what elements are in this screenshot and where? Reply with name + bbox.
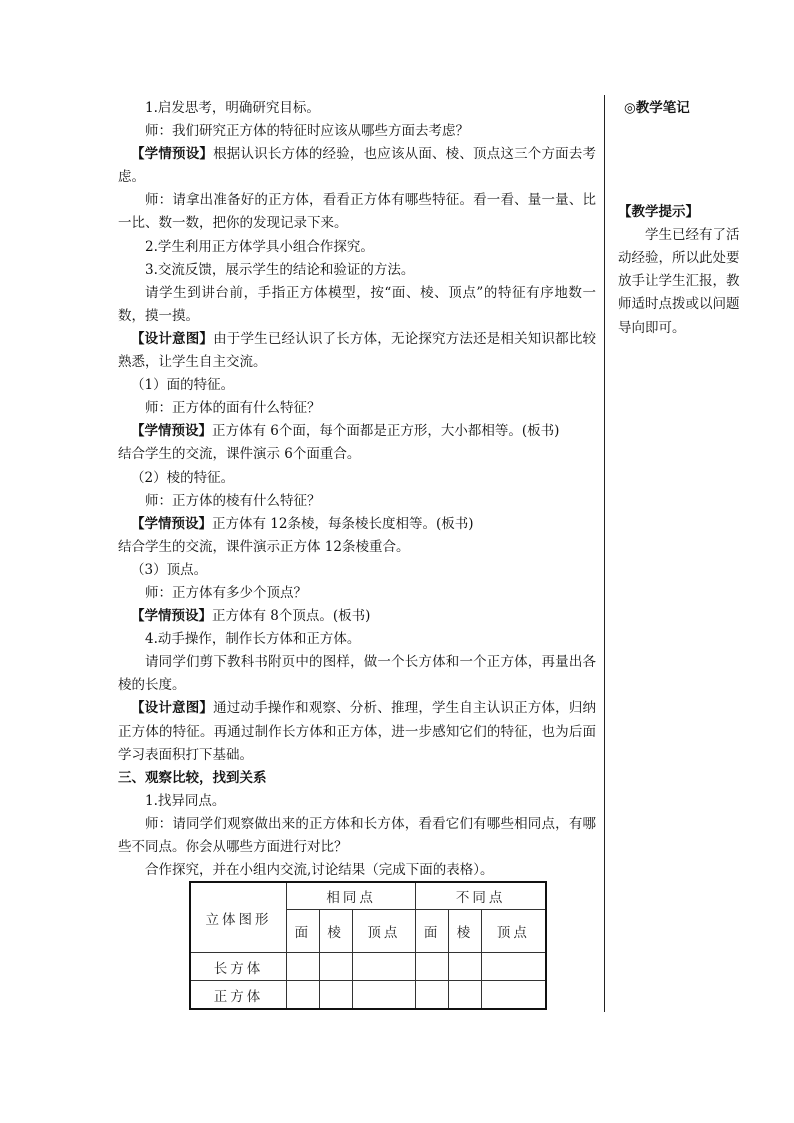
- col-edge: 棱: [449, 910, 482, 953]
- vertex-heading: （3）顶点。: [131, 561, 208, 578]
- teacher-question-3: 师：正方体的面有什么特征？: [145, 400, 321, 417]
- col-edge: 棱: [319, 910, 352, 953]
- design-intent-2: [118, 697, 596, 766]
- demo-faces: 结合学生的交流，课件演示 6个面重合。: [118, 446, 361, 463]
- empty-cell[interactable]: [416, 953, 449, 981]
- preset-text: 正方体有 6个面，每个面都是正方形，大小都相等。(板书): [212, 423, 560, 440]
- row-label-cuboid: 长方体: [190, 953, 287, 981]
- design-tag: 【设计意图】: [131, 700, 214, 717]
- header-cell-shape: 立体图形: [190, 882, 287, 953]
- paragraph-table-intro: 合作探究，并在小组内交流,讨论结果（完成下面的表格）。: [145, 862, 494, 879]
- col-face: 面: [287, 910, 320, 953]
- face-heading: （1）面的特征。: [131, 377, 235, 394]
- teacher-question-5: 师：正方体有多少个顶点？: [145, 584, 307, 601]
- table-header-row: [190, 882, 546, 910]
- step-1: 1.启发思考，明确研究目标。: [145, 100, 320, 116]
- col-vertex: 顶点: [352, 910, 416, 953]
- table-row: [190, 981, 546, 1010]
- empty-cell[interactable]: [287, 953, 320, 981]
- design-text: 通过动手操作和观察、分析、推理，学生自主认识正方体，归纳正方体的特征。再通过制作长方体和正方体，进一步感知它们的特征，也为后面学习表面积打下基础。: [118, 700, 597, 763]
- design-text: 由于学生已经认识了长方体，无论探究方法还是相关知识都比较熟悉，让学生自主交流。: [118, 330, 597, 371]
- empty-cell[interactable]: [481, 981, 546, 1010]
- preset-tag: 【学情预设】: [131, 146, 214, 163]
- section-heading-3: 三、观察比较，找到关系: [118, 769, 267, 786]
- step-4: 4.动手操作，制作长方体和正方体。: [145, 631, 361, 648]
- empty-cell[interactable]: [319, 981, 352, 1010]
- empty-cell[interactable]: [481, 953, 546, 981]
- col-vertex: 顶点: [481, 910, 546, 953]
- student-preset-4: [118, 605, 596, 628]
- empty-cell[interactable]: [449, 953, 482, 981]
- preset-tag: 【学情预设】: [131, 423, 212, 440]
- design-intent-1: [118, 328, 596, 374]
- preset-tag: 【学情预设】: [131, 515, 212, 532]
- preset-tag: 【学情预设】: [131, 608, 212, 625]
- sidebar-notes: [618, 97, 742, 340]
- student-preset-2: [118, 420, 596, 443]
- empty-cell[interactable]: [319, 953, 352, 981]
- preset-text: 正方体有 8个顶点。(板书): [212, 608, 371, 625]
- tips-body: 学生已经有了活动经验，所以此处要放手让学生汇报，教师适时点拨或以问题导向即可。: [618, 227, 740, 336]
- empty-cell[interactable]: [416, 981, 449, 1010]
- paragraph-model: 请学生到讲台前，手指正方体模型，按“面、棱、顶点”的特征有序地数一数，摸一摸。: [118, 284, 596, 324]
- student-preset-1: [118, 143, 596, 189]
- design-tag: 【设计意图】: [131, 330, 214, 347]
- comparison-table: [189, 881, 547, 1010]
- empty-cell[interactable]: [352, 981, 416, 1010]
- preset-text: 正方体有 12条棱，每条棱长度相等。(板书): [212, 515, 474, 532]
- edge-heading: （2）棱的特征。: [131, 469, 235, 486]
- table-row: [190, 953, 546, 981]
- column-divider: [604, 95, 605, 1012]
- teacher-question-6: 师：请同学们观察做出来的正方体和长方体，看看它们有哪些相同点，有哪些不同点。你会从哪些方面进行对比？: [118, 815, 596, 855]
- header-cell-diff: 不同点: [416, 882, 546, 910]
- demo-edges: 结合学生的交流，课件演示正方体 12条棱重合。: [118, 538, 410, 555]
- empty-cell[interactable]: [352, 953, 416, 981]
- teacher-question-4: 师：正方体的棱有什么特征？: [145, 492, 321, 509]
- row-label-cube: 正方体: [190, 981, 287, 1010]
- notes-title: ◎教学笔记: [624, 100, 690, 116]
- tips-title: 【教学提示】: [618, 204, 699, 221]
- lesson-content: [118, 97, 596, 882]
- teacher-question-1: 师：我们研究正方体的特征时应该从哪些方面去考虑？: [145, 123, 469, 140]
- step-5: 1.找异同点。: [145, 792, 226, 809]
- student-preset-3: [118, 513, 596, 536]
- paragraph-make: 请同学们剪下教科书附页中的图样，做一个长方体和一个正方体，再量出各棱的长度。: [118, 654, 596, 694]
- step-2: 2.学生利用正方体学具小组合作探究。: [145, 238, 374, 255]
- teacher-question-2: 师：请拿出准备好的正方体，看看正方体有哪些特征。看一看、量一量、比一比、数一数，把你的发现记录下来。: [118, 192, 596, 232]
- preset-text: 根据认识长方体的经验，也应该从面、棱、顶点这三个方面去考虑。: [118, 146, 597, 186]
- empty-cell[interactable]: [287, 981, 320, 1010]
- step-3: 3.交流反馈，展示学生的结论和验证的方法。: [145, 261, 415, 278]
- empty-cell[interactable]: [449, 981, 482, 1010]
- header-cell-same: 相同点: [287, 882, 416, 910]
- col-face: 面: [416, 910, 449, 953]
